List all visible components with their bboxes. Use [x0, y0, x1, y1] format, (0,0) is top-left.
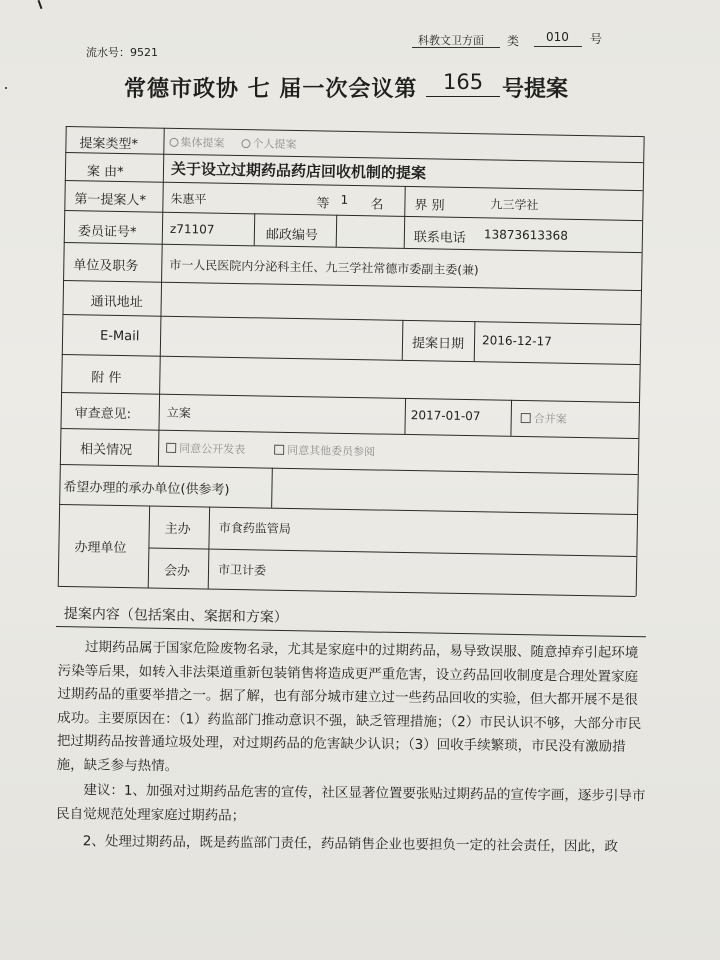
co-value: 市卫计委 [217, 562, 267, 578]
type-label: 提案类型* [79, 136, 139, 153]
category-suffix: 类 [507, 34, 520, 48]
pen-mark [38, 0, 43, 9]
phone-label: 联系电话 [413, 230, 466, 246]
row-line [62, 314, 640, 325]
proposer-value: 朱惠平 [170, 191, 207, 207]
category-number-underline [534, 46, 582, 47]
main-label: 主办 [164, 521, 191, 538]
row-line [59, 504, 637, 515]
review-label: 审查意见: [74, 406, 132, 423]
pen-dot [5, 87, 7, 89]
col-line [254, 213, 256, 245]
col-line [474, 321, 476, 361]
category-underline [412, 47, 500, 48]
col-line [510, 400, 512, 436]
related-label: 相关情况 [79, 442, 133, 459]
row-line [62, 354, 640, 365]
email-label: E-Mail [99, 328, 140, 345]
rank-suffix: 名 [370, 197, 384, 213]
row-line [66, 126, 644, 137]
row-line [60, 464, 638, 475]
row-line [148, 548, 636, 558]
subject-value: 关于设立过期药品药店回收机制的提案 [170, 159, 427, 183]
row-line [64, 242, 642, 253]
related-option-share[interactable]: 同意其他委员参阅 [274, 442, 375, 460]
row-line [64, 210, 642, 221]
content-heading: 提案内容（包括案由、案据和方案） [63, 605, 288, 626]
phone-value: 13873613368 [483, 227, 569, 243]
proposal-number: 165 [443, 70, 484, 94]
category-label: 科教文卫方面 [418, 34, 484, 47]
member-id-label: 委员证号* [77, 224, 137, 241]
review-date: 2017-01-07 [410, 408, 481, 424]
col-line [208, 507, 210, 589]
col-line [158, 128, 165, 466]
col-line [636, 136, 645, 596]
proposal-form-table [57, 112, 644, 620]
col-line [271, 468, 273, 508]
col-line [148, 506, 150, 588]
review-value: 立案 [166, 405, 191, 421]
type-option-individual[interactable]: 个人提案 [241, 135, 296, 152]
col-line [58, 126, 67, 586]
co-label: 会办 [163, 563, 191, 580]
handle-label: 办理单位 [74, 540, 127, 557]
number-suffix: 号 [590, 32, 603, 46]
hope-label: 希望办理的承办单位(供参考) [63, 480, 230, 498]
date-label: 提案日期 [411, 336, 465, 352]
proposer-label: 第一提案人* [74, 192, 147, 209]
radio-icon [241, 139, 250, 148]
row-line [58, 586, 636, 597]
row-line [63, 280, 641, 291]
attachment-label: 附 件 [91, 370, 122, 387]
subject-label: 案 由* [86, 164, 124, 181]
proposal-number-underline [426, 96, 500, 97]
proposal-body [56, 636, 648, 860]
unit-value: 市一人民医院内分泌科主任、九三学社常德市委副主委(兼) [169, 257, 479, 278]
row-line [61, 392, 639, 403]
date-value: 2016-12-17 [481, 333, 552, 349]
related-option-publish[interactable]: 同意公开发表 [166, 440, 245, 457]
row-line [60, 428, 638, 439]
type-option-collective[interactable]: 集体提案 [169, 134, 224, 151]
sector-value: 九三学社 [490, 197, 539, 213]
col-line [404, 398, 406, 434]
rank-label: 等 [316, 196, 330, 212]
page-title-suffix: 号提案 [502, 77, 569, 102]
body-paragraph: 2、处理过期药品，既是药监部门责任，药品销售企业也要担负一定的社会责任，因此，政 [82, 833, 619, 855]
address-label: 通讯地址 [90, 294, 143, 311]
merge-checkbox[interactable]: 合并案 [521, 410, 567, 427]
sector-label: 界 别 [414, 198, 445, 214]
col-line [402, 320, 404, 360]
serial-number: 流水号：9521 [86, 46, 158, 59]
rank-value: 1 [340, 192, 349, 207]
member-id-value: z71107 [169, 221, 215, 237]
checkbox-icon [521, 413, 531, 423]
page-title-prefix: 常德市政协 七 届一次会议第 [124, 77, 418, 102]
unit-label: 单位及职务 [73, 258, 139, 275]
checkbox-icon [166, 443, 176, 453]
body-paragraph: 过期药品属于国家危险废物名录，尤其是家庭中的过期药品，易导致误服、随意掉弃引起环境污染等后果，如转入非法渠道重新包装销售将造成更严重危害，设立药品回收制度是合理处置家庭过期药品的重要举措之一。据了解，也有部分城市建立过一些药品回收的实验，但大都开展不是很成功。主要原因在：（1）药监部门推动意识不强，缺乏管理措施；（2）市民认识不够，大部分市民把过期药品按普通垃圾处理，对过期药品的危害缺少认识；（3）回收手续繁琐，市民没有激励措施，缺乏参与热情。 [56, 639, 642, 774]
category-number: 010 [546, 30, 569, 44]
body-paragraph: 建议：1、加强对过期药品危害的宣传，社区显著位置要张贴过期药品的宣传字画，逐步引导市民自觉规范处理家庭过期药品； [56, 782, 646, 824]
main-value: 市食药监管局 [218, 520, 291, 536]
checkbox-icon [274, 445, 284, 455]
col-line [336, 215, 338, 247]
content-divider [56, 626, 646, 637]
postcode-label: 邮政编号 [265, 227, 319, 244]
radio-icon [169, 138, 178, 147]
